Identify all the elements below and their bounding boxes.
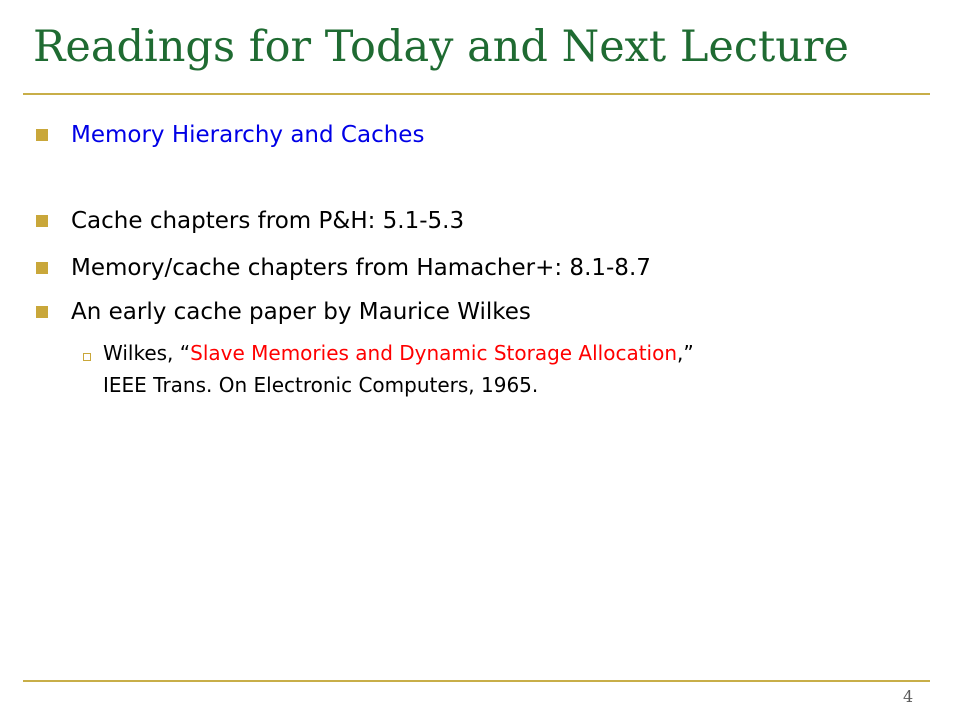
citation-line-1	[103, 337, 694, 369]
filled-square-bullet-icon	[36, 262, 48, 274]
citation-author: Wilkes, “	[103, 341, 191, 365]
bullet-text: Memory Hierarchy and Caches	[71, 122, 425, 148]
filled-square-bullet-icon	[36, 215, 48, 227]
bullet-item	[36, 255, 651, 281]
bullet-item	[36, 122, 424, 148]
citation-title: Slave Memories and Dynamic Storage Allocation	[190, 341, 678, 365]
bullet-item	[36, 208, 464, 234]
footer-divider	[23, 680, 930, 682]
hollow-square-bullet-icon	[83, 353, 91, 361]
bullet-item	[36, 299, 531, 325]
filled-square-bullet-icon	[36, 129, 48, 141]
bullet-text: Memory/cache chapters from Hamacher+: 8.1-8.7	[71, 255, 651, 281]
citation-close-quote: ,”	[677, 341, 694, 365]
bullet-text: An early cache paper by Maurice Wilkes	[71, 299, 531, 325]
page-number: 4	[903, 687, 914, 706]
bullet-text: Cache chapters from P&H: 5.1-5.3	[71, 208, 465, 234]
sub-bullet-item	[83, 341, 694, 401]
sub-bullet-text	[103, 337, 694, 401]
citation-line-2: IEEE Trans. On Electronic Computers, 1965.	[103, 373, 539, 397]
filled-square-bullet-icon	[36, 306, 48, 318]
slide-title: Readings for Today and Next Lecture	[33, 22, 849, 72]
title-divider	[23, 93, 930, 95]
